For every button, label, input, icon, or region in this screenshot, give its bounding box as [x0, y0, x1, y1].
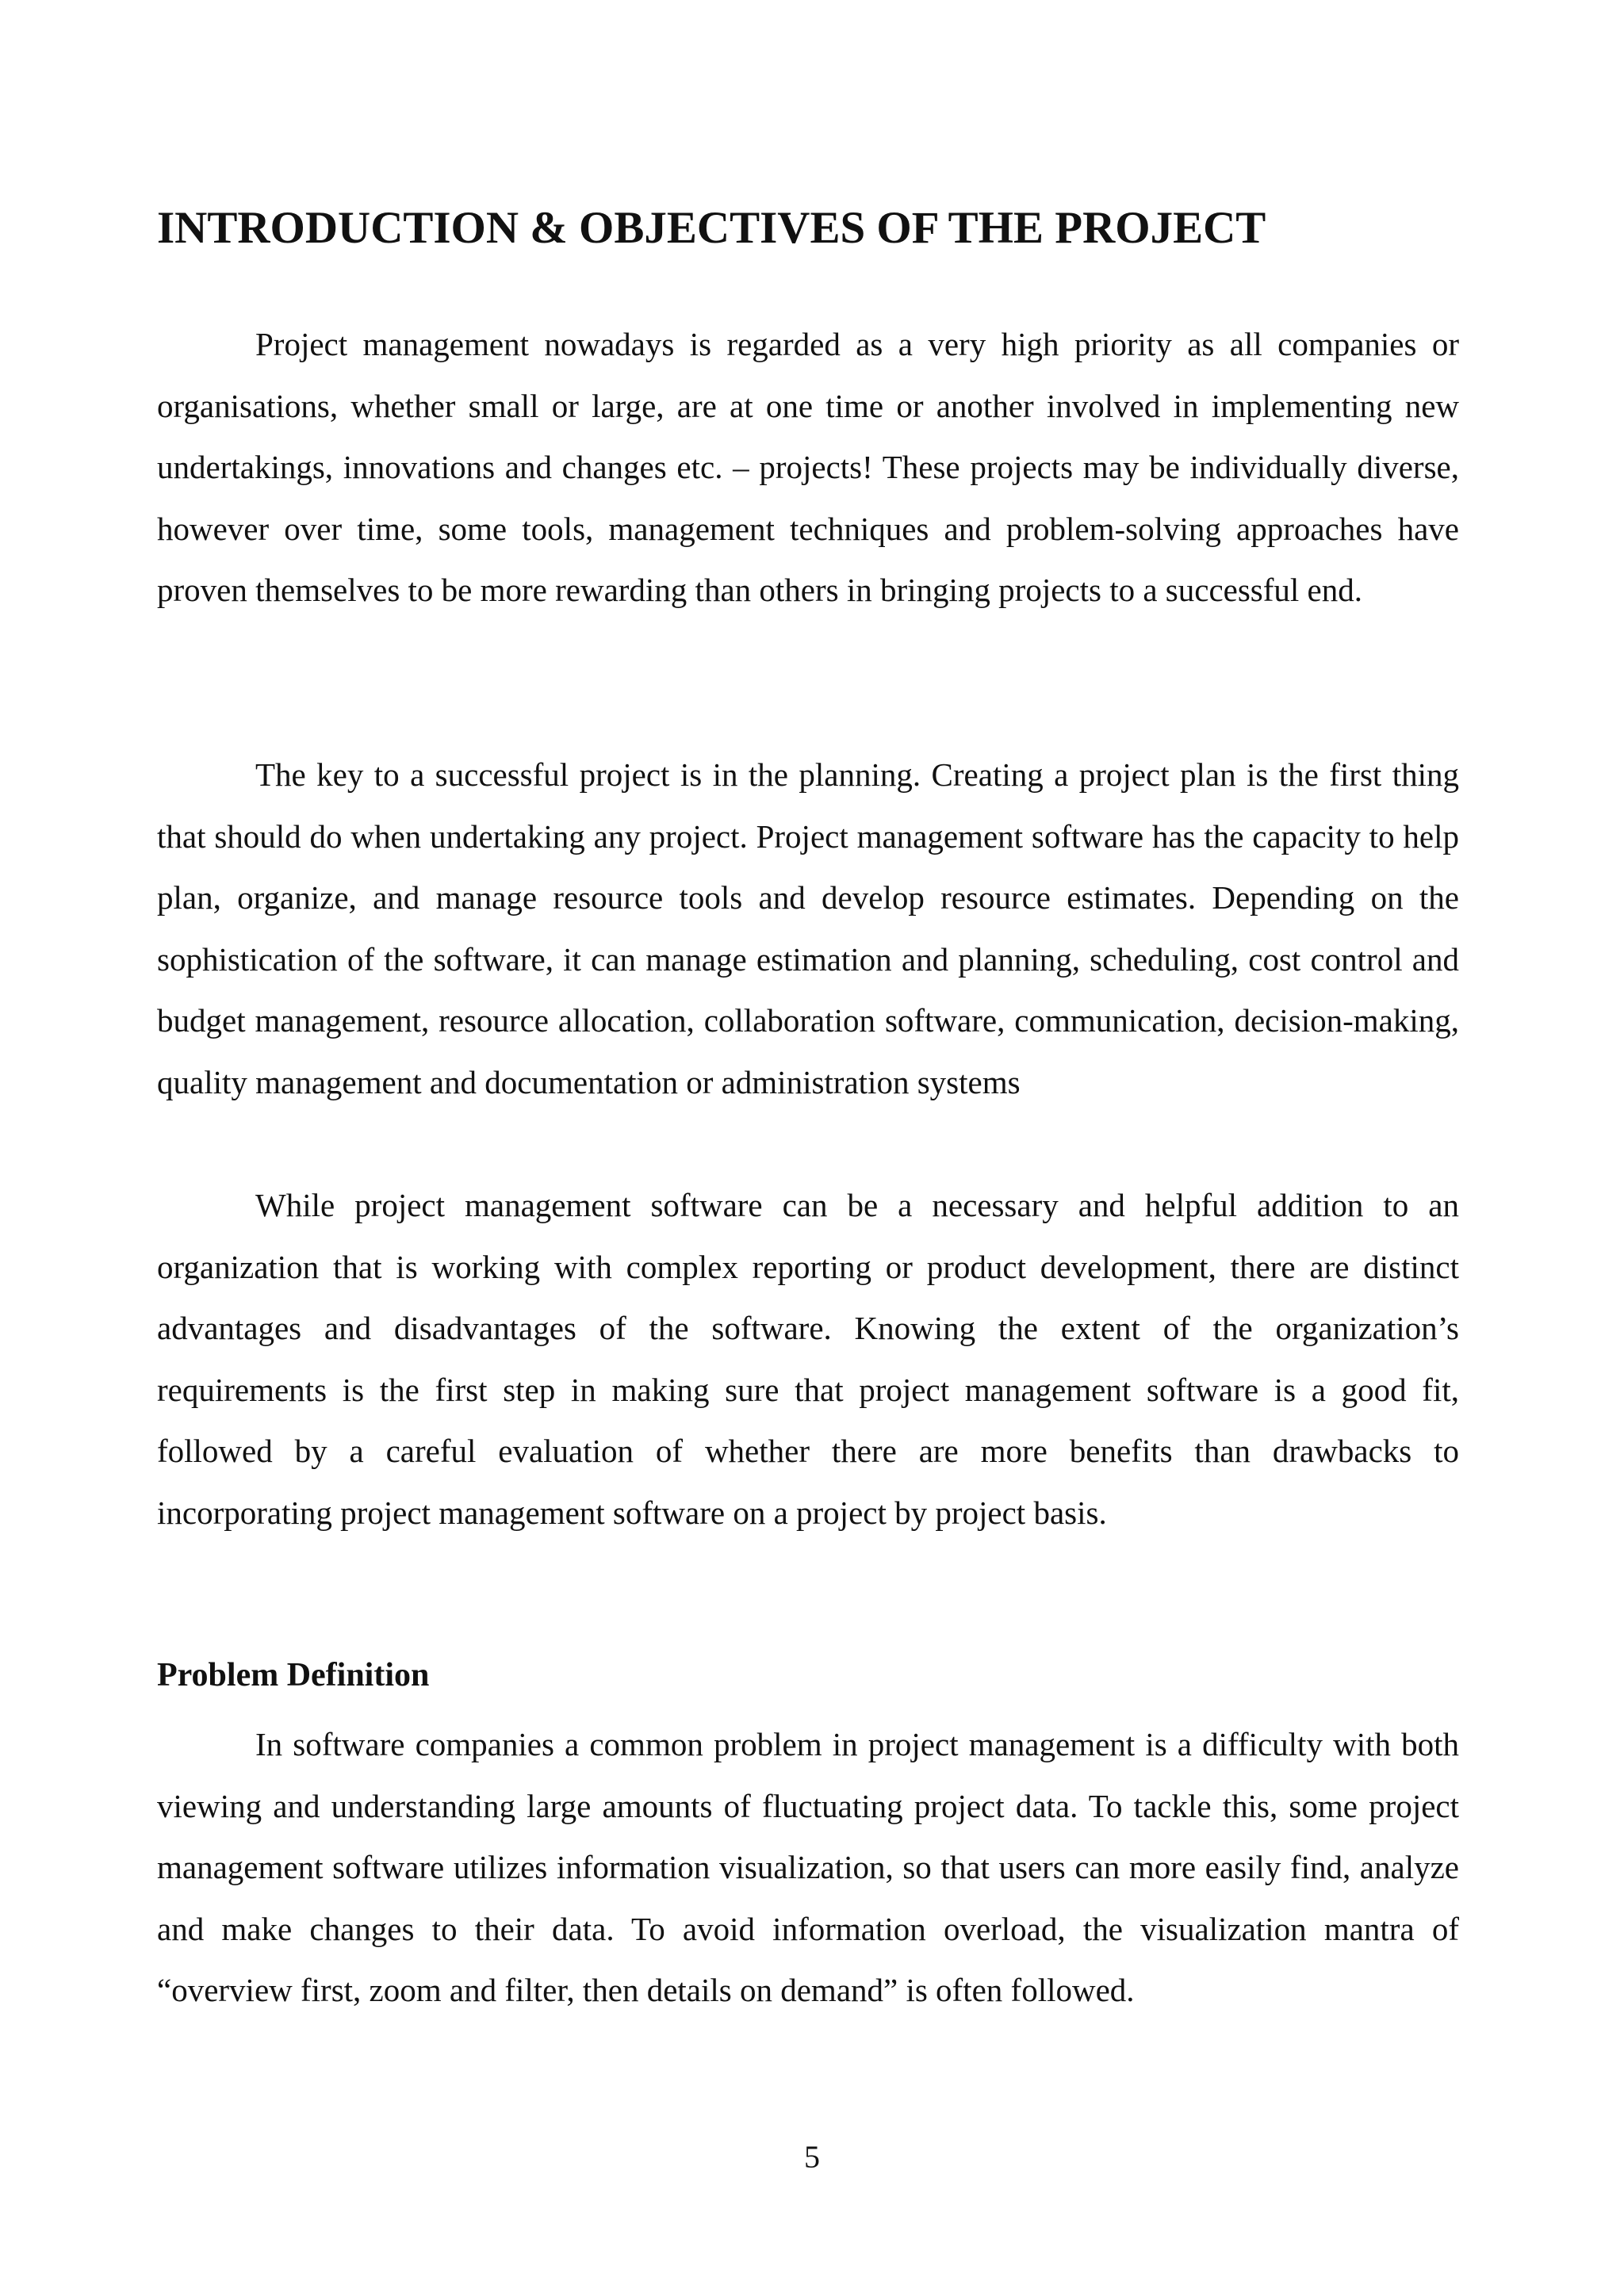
- problem-definition-paragraph: In software companies a common problem in project management is a difficulty with both viewing and understanding large amounts of fluctuating project data. To tackle this, some project management software utilizes information visualization, so that users can more easily find, analyze and make changes to their data. To avoid information overload, the visualization mantra of “overview first, zoom and filter, then details on demand” is often followed.: [157, 1726, 1459, 2009]
- page-title: INTRODUCTION & OBJECTIVES OF THE PROJECT: [157, 203, 1266, 253]
- intro-paragraph-2: The key to a successful project is in the planning. Creating a project plan is the first thing that should do when undertaking any project. Project management software has the capacity to help plan, organize, and manage resource tools and develop resource estimates. Depending on the sophistication of the software, it can manage estimation and planning, scheduling, cost control and budget management, resource allocation, collaboration software, communication, decision-making, quality management and documentation or administration systems: [157, 756, 1459, 1100]
- intro-paragraph-3: While project management software can be a necessary and helpful addition to an organization that is working with complex reporting or product development, there are distinct advantages and disadvantages of the software. Knowing the extent of the organization’s requirements is the first step in making sure that project management software is a good fit, followed by a careful evaluation of whether there are more benefits than drawbacks to incorporating project management software on a project by project basis.: [157, 1187, 1459, 1531]
- intro-paragraph-1: Project management nowadays is regarded as a very high priority as all companies or organisations, whether small or large, are at one time or another involved in implementing new undertakings, innovations and changes etc. – projects! These projects may be individually diverse, however over time, some tools, management techniques and problem-solving approaches have proven themselves to be more rewarding than others in bringing projects to a successful end.: [157, 326, 1459, 609]
- page-number: 5: [804, 2139, 820, 2175]
- section-heading-problem-definition: Problem Definition: [157, 1657, 430, 1693]
